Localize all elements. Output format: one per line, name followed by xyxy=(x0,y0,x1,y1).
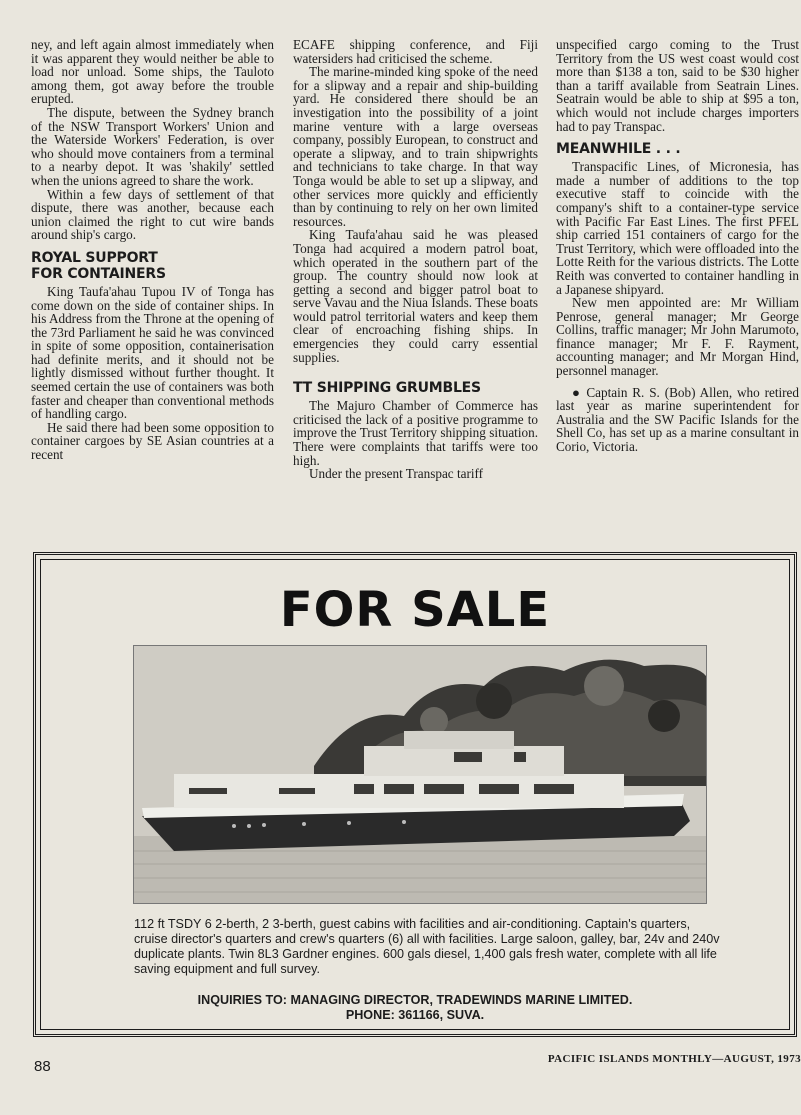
paragraph: Transpacific Lines, of Micronesia, has made a number of additions to the top executive staff to coincide with the company's shift to a container-type service with Pacific Far East Lines. The first PFEL ship carried 151 containers of cargo for the Trust Territory, which were offloaded into the Lotte Reith for the various districts. The Lotte Reith was converted to container handling in a Japanese shipyard. xyxy=(556,159,799,297)
paragraph: Under the present Transpac tariff xyxy=(309,466,484,482)
paragraph-text: Captain R. S. (Bob) Allen, who retired last year as marine superintendent for Australia and the SW Pacific Islands for the Shell Co, has set up as a marine consultant in Corio, Victoria. xyxy=(556,384,800,455)
paragraph: unspecified cargo coming to the Trust Territory from the US west coast would cost more than $138 a ton, said to be $30 higher than a tariff available from Seatrain Lines. Seatrain would be able to ship at $95 a ton, which would not include charges importers had to pay Transpac. xyxy=(556,37,799,134)
bullet-icon: ● xyxy=(572,384,582,400)
paragraph: The marine-minded king spoke of the need for a slipway and a repair and ship-building yard. He considered there should be an investigation into the possibility of a joint marine venture with a large overseas company, possibly European, to construct and operate a slipway, and to train shipwrights and technicians to take charge. In that way Tonga would be able to set up a slipway, and other services more quickly and efficiently than by continuing to rely on her own limited resources. xyxy=(293,64,538,229)
article-column-1 xyxy=(31,38,274,462)
ad-description: 112 ft TSDY 6 2-berth, 2 3-berth, guest cabins with facilities and air-conditioning. Captain's quarters, cruise director's quarters and crew's quarters (6) all with facilities. Large saloon, galley, bar, 24v and 240v duplicate plants. Twin 8L3 Gardner engines. 600 gals diesel, 1,400 gals fresh water, complete with all life saving equipment and full survey. xyxy=(134,917,720,976)
page-number: 88 xyxy=(34,1058,51,1075)
ad-title: FOR SALE xyxy=(279,582,551,638)
paragraph xyxy=(556,386,799,454)
inquiry-contact: INQUIRIES TO: MANAGING DIRECTOR, TRADEWINDS MARINE LIMITED. xyxy=(197,993,633,1007)
yacht-photo xyxy=(133,645,707,904)
article-column-2 xyxy=(293,38,538,481)
heading-line: ROYAL SUPPORT xyxy=(31,249,158,266)
paragraph: He said there had been some opposition to container cargoes by SE Asian countries at a recent xyxy=(31,419,274,463)
inquiry-phone: PHONE: 361166, SUVA. xyxy=(345,1008,485,1022)
paragraph: New men appointed are: Mr William Penrose, general manager; Mr George Collins, traffic manager; Mr John Marumoto, finance manager; Mr F. F. Rayment, accounting manager; and Mr Morgan Hind, personnel manager. xyxy=(556,295,799,379)
section-heading-royal-support xyxy=(31,250,274,282)
article-column-3 xyxy=(556,38,799,454)
for-sale-advertisement xyxy=(33,552,797,1037)
paragraph: ney, and left again almost immediately when it was apparent they would neither be able to load nor unload. Some ships, the Tauloto among them, got away before the trouble erupted. xyxy=(31,37,274,107)
publication-footer: PACIFIC ISLANDS MONTHLY—AUGUST, 1973 xyxy=(547,1053,801,1065)
paragraph: King Taufa'ahau Tupou IV of Tonga has come down on the side of container ships. In his Address from the Throne at the opening of the 73rd Parliament he said he was convinced in spite of some opposition, containerisation had definite merits, and it should not be lightly dismissed without further thought. It seemed certain the use of containers was both faster and cheaper than conventional methods of handling cargo. xyxy=(31,283,274,422)
paragraph: Within a few days of settlement of that dispute, there was another, because each union claimed the right to cut wire bands around ship's cargo. xyxy=(31,186,274,243)
paragraph: The Majuro Chamber of Commerce has criticised the lack of a positive programme to improve the Trust Territory shipping situation. There were complaints that tariffs were too high. xyxy=(293,398,538,468)
section-heading-tt-shipping: TT SHIPPING GRUMBLES xyxy=(293,380,481,397)
section-heading-meanwhile: MEANWHILE . . . xyxy=(556,141,681,158)
ad-inquiry xyxy=(81,993,749,1023)
paragraph: ECAFE shipping conference, and Fiji watersiders had criticised the scheme. xyxy=(293,37,538,66)
heading-line: FOR CONTAINERS xyxy=(31,265,166,282)
paragraph: King Taufa'ahau said he was pleased Tonga had acquired a modern patrol boat, which operated in the southern part of the group. The country should now look at getting a second and bigger patrol boat to serve Vavau and the Niua Islands. These boats would patrol territorial waters and keep them clear of encroaching fishing ships. In emergencies they could carry essential supplies. xyxy=(293,227,538,365)
ad-inner-border xyxy=(40,559,790,1030)
paragraph: The dispute, between the Sydney branch of the NSW Transport Workers' Union and the Waterside Workers' Federation, is over who should move containers from a terminal to a nearby depot. It was 'shakily' settled when the unions agreed to share the work. xyxy=(31,104,274,188)
